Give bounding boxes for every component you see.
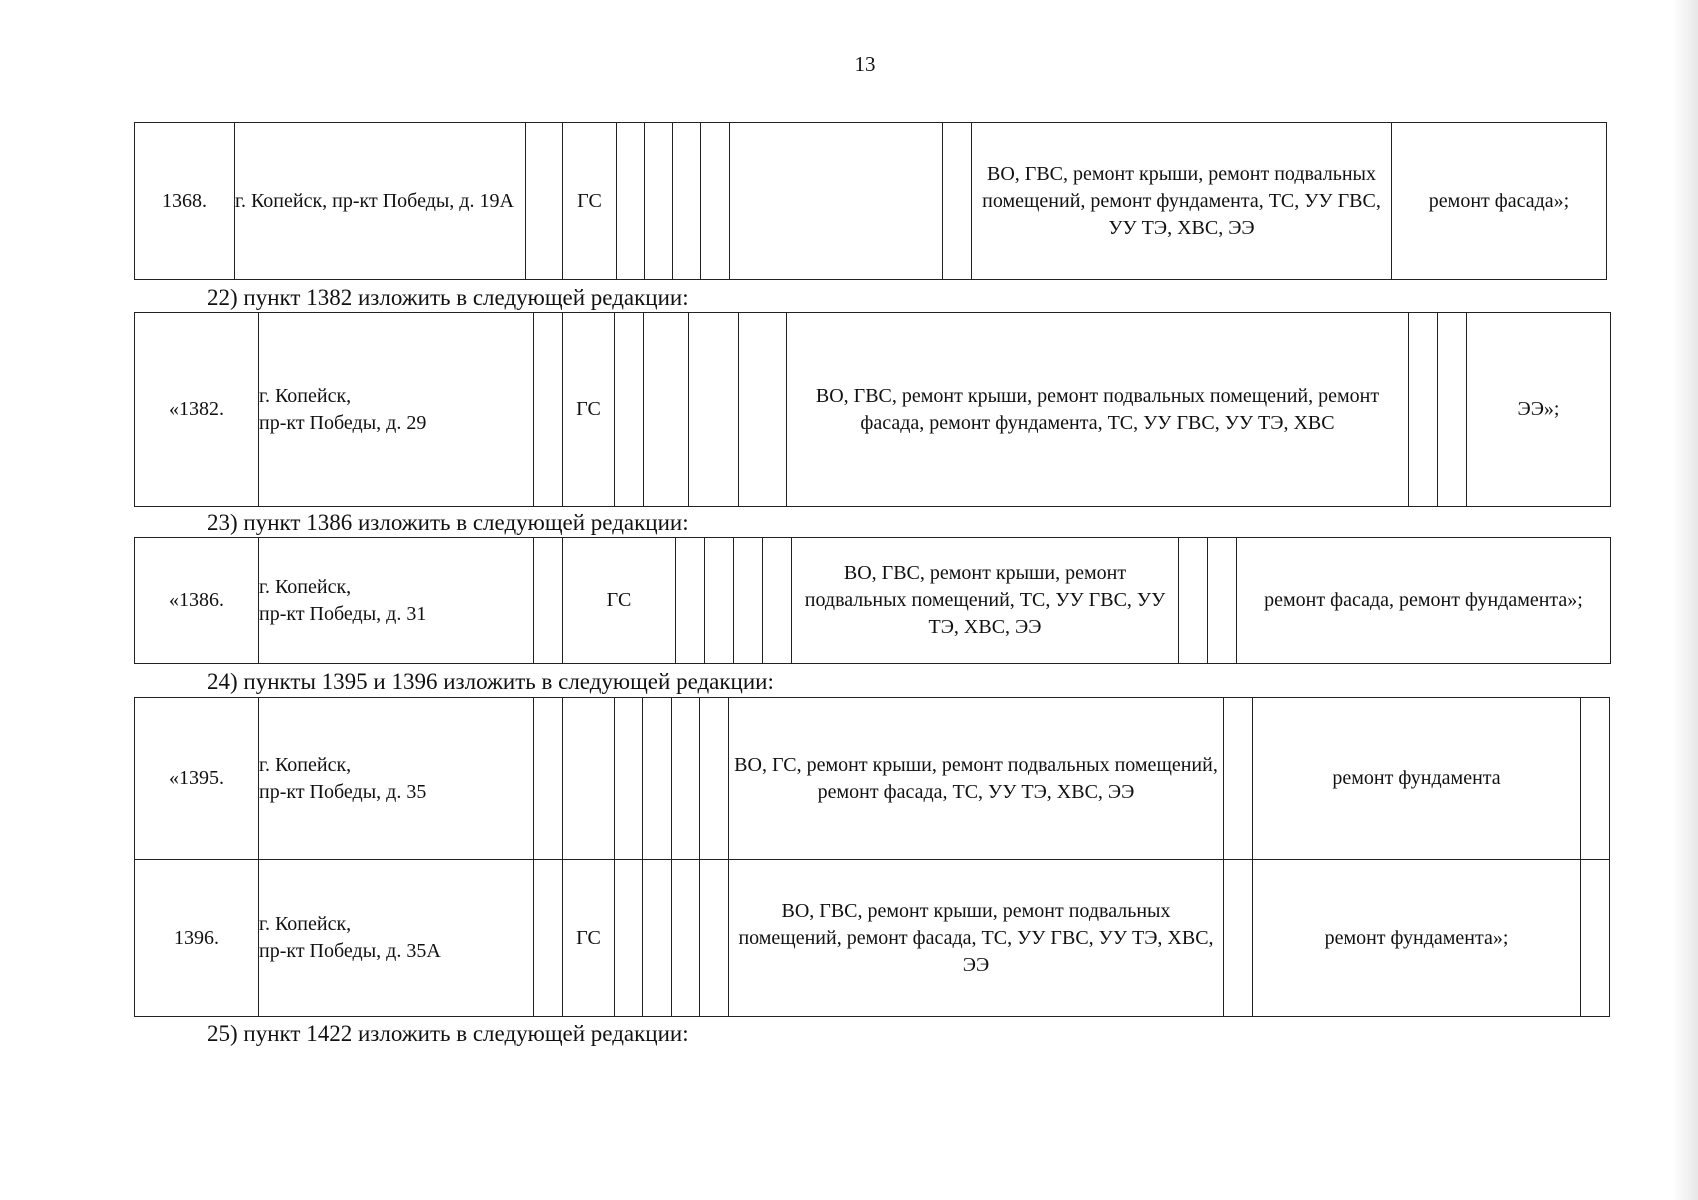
empty-cell	[615, 313, 644, 507]
table-item-1382	[134, 312, 1611, 507]
table-row	[135, 860, 1610, 1017]
empty-cell	[534, 313, 563, 507]
empty-cell	[672, 698, 700, 860]
empty-cell	[700, 860, 729, 1017]
address-line-city: г. Копейск,	[259, 575, 352, 598]
empty-cell	[1179, 538, 1208, 664]
page-number: 13	[854, 52, 876, 76]
empty-cell	[730, 123, 943, 280]
table-row	[135, 313, 1611, 507]
table-items-1395-1396	[134, 697, 1610, 1017]
address-cell: г. Копейск, пр-кт Победы, д. 19А	[235, 123, 526, 280]
address-line-city: г. Копейск,	[259, 384, 352, 407]
empty-cell	[563, 698, 615, 860]
empty-cell	[534, 860, 563, 1017]
empty-cell	[643, 860, 672, 1017]
empty-cell	[672, 860, 700, 1017]
empty-cell	[615, 860, 643, 1017]
empty-cell	[739, 313, 787, 507]
extra-works-cell: ремонт фасада, ремонт фундамента»;	[1237, 538, 1611, 664]
section-heading-24: 24) пункты 1395 и 1396 изложить в следующей редакции:	[207, 669, 774, 694]
item-number: «1395.	[135, 698, 259, 860]
empty-cell	[645, 123, 673, 280]
empty-cell	[615, 698, 643, 860]
empty-cell	[644, 313, 689, 507]
gs-cell: ГС	[563, 123, 617, 280]
address-line-city: г. Копейск,	[259, 913, 352, 935]
extra-works-cell: ремонт фундамента»;	[1253, 860, 1581, 1017]
empty-cell	[763, 538, 792, 664]
table-row	[135, 538, 1611, 664]
empty-cell	[1581, 698, 1610, 860]
table-row	[135, 698, 1610, 860]
works-cell: ВО, ГВС, ремонт крыши, ремонт подвальных помещений, ремонт фундамента, ТС, УУ ГВС, УУ ТЭ, ХВС, ЭЭ	[972, 123, 1392, 280]
table-item-1386	[134, 537, 1611, 664]
empty-cell	[526, 123, 563, 280]
address-cell	[259, 538, 534, 664]
empty-cell	[701, 123, 730, 280]
extra-works-cell: ремонт фасада»;	[1392, 123, 1607, 280]
item-number: «1386.	[135, 538, 259, 664]
gs-cell: ГС	[563, 313, 615, 507]
address-cell	[259, 860, 534, 1017]
empty-cell	[534, 538, 563, 664]
section-heading-25: 25) пункт 1422 изложить в следующей редакции:	[207, 1021, 689, 1046]
empty-cell	[534, 698, 563, 860]
section-heading-23: 23) пункт 1386 изложить в следующей редакции:	[207, 510, 689, 535]
works-cell: ВО, ГВС, ремонт крыши, ремонт подвальных помещений, ремонт фасада, ТС, УУ ГВС, УУ ТЭ, ХВС, ЭЭ	[729, 860, 1224, 1017]
address-line-street: пр-кт Победы, д. 29	[259, 411, 427, 434]
table-item-1368	[134, 122, 1607, 280]
empty-cell	[673, 123, 701, 280]
extra-works-cell: ремонт фундамента	[1253, 698, 1581, 860]
address-line-street: пр-кт Победы, д. 35	[259, 780, 427, 803]
item-number: 1368.	[135, 123, 235, 280]
empty-cell	[943, 123, 972, 280]
gs-cell: ГС	[563, 538, 676, 664]
extra-works-cell: ЭЭ»;	[1467, 313, 1611, 507]
empty-cell	[643, 698, 672, 860]
empty-cell	[1581, 860, 1610, 1017]
empty-cell	[676, 538, 705, 664]
gs-cell: ГС	[563, 860, 615, 1017]
address-line-street: пр-кт Победы, д. 31	[259, 602, 427, 625]
empty-cell	[689, 313, 739, 507]
table-row	[135, 123, 1607, 280]
empty-cell	[1224, 860, 1253, 1017]
empty-cell	[1438, 313, 1467, 507]
empty-cell	[1224, 698, 1253, 860]
item-number: 1396.	[135, 860, 259, 1017]
empty-cell	[705, 538, 734, 664]
empty-cell	[1208, 538, 1237, 664]
address-cell	[259, 698, 534, 860]
works-cell: ВО, ГВС, ремонт крыши, ремонт подвальных помещений, ТС, УУ ГВС, УУ ТЭ, ХВС, ЭЭ	[792, 538, 1179, 664]
address-line-city: г. Копейск,	[259, 753, 352, 776]
empty-cell	[1409, 313, 1438, 507]
empty-cell	[700, 698, 729, 860]
empty-cell	[617, 123, 645, 280]
section-heading-22: 22) пункт 1382 изложить в следующей редакции:	[207, 285, 689, 310]
empty-cell	[734, 538, 763, 664]
item-number: «1382.	[135, 313, 259, 507]
works-cell: ВО, ГС, ремонт крыши, ремонт подвальных помещений, ремонт фасада, ТС, УУ ТЭ, ХВС, ЭЭ	[729, 698, 1224, 860]
address-cell	[259, 313, 534, 507]
scan-edge-shadow	[1672, 0, 1698, 1200]
address-line-street: пр-кт Победы, д. 35А	[259, 940, 441, 962]
works-cell: ВО, ГВС, ремонт крыши, ремонт подвальных помещений, ремонт фасада, ремонт фундамента, ТС, УУ ГВС, УУ ТЭ, ХВС	[787, 313, 1409, 507]
